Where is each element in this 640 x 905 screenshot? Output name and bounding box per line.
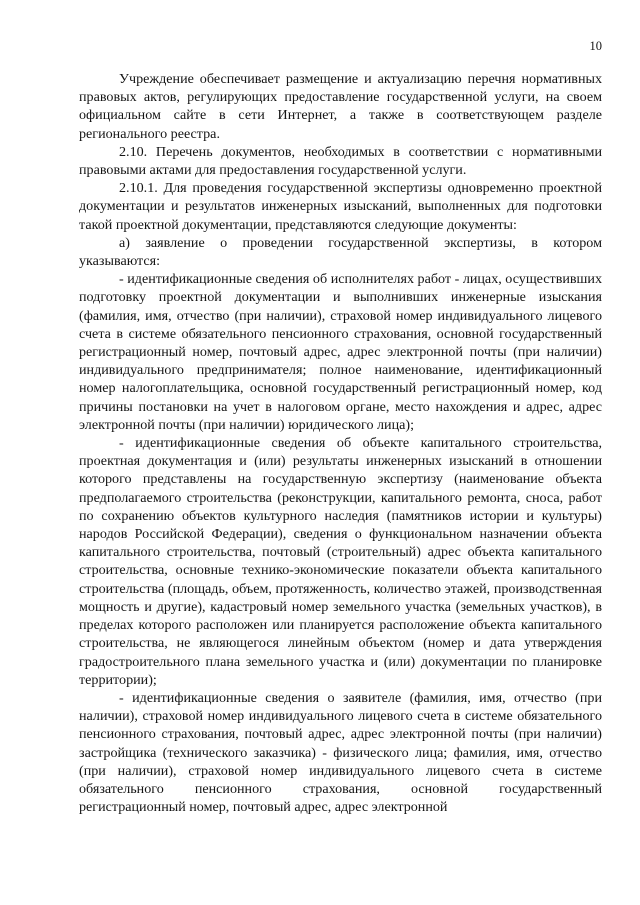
- paragraph-application: а) заявление о проведении государственной экспертизы, в котором указываются:: [79, 234, 602, 270]
- paragraph-applicant-info: - идентификационные сведения о заявителе (фамилия, имя, отчество (при наличии), страховой номер индивидуального лицевого счета в системе обязательного пенсионного страхования, почтовый адрес, адрес электронной почты (при наличии) застройщика (технического заказчика) - физического лица; фамилия, имя, отчество (при наличии), страховой номер индивидуального лицевого счета в системе обязательного пенсионного страхования, основной государственный регистрационный номер, почтовый адрес, адрес электронной: [79, 689, 602, 816]
- page-number: 10: [589, 39, 602, 53]
- paragraph-object-info: - идентификационные сведения об объекте капитального строительства, проектная документация и (или) результаты инженерных изысканий в отношении которого представлены на государственную экспертизу (наименование объекта предполагаемого строительства (реконструкции, капитального ремонта, сноса, работ по сохранению объектов культурного наследия (памятников истории и культуры) народов Российской Федерации), сведения о функциональном назначении объекта капитального строительства, почтовый (строительный) адрес объекта капитального строительства, основные технико-экономические показатели объекта капитального строительства (площадь, объем, протяженность, количество этажей, производственная мощность и другие), кадастровый номер земельного участка (земельных участков), в пределах которого расположен или планируется расположение объекта капитального строительства, не являющегося линейным объектом (номер и дата утверждения градостроительного плана земельного участка и (или) документации по планировке территории);: [79, 435, 602, 688]
- document-body: [79, 70, 602, 816]
- paragraph-publication: Учреждение обеспечивает размещение и актуализацию перечня нормативных правовых актов, регулирующих предоставление государственной услуги, на своем официальном сайте в сети Интернет, а также в соответствующем разделе регионального реестра.: [79, 71, 602, 142]
- paragraph-contractor-info: - идентификационные сведения об исполнителях работ - лицах, осуществивших подготовку проектной документации и выполнивших инженерные изыскания (фамилия, имя, отчество (при наличии), страховой номер индивидуального лицевого счета в системе обязательного пенсионного страхования, основной государственный регистрационный номер, почтовый адрес, адрес электронной почты (при наличии) индивидуального предпринимателя; полное наименование, идентификационный номер налогоплательщика, основной государственный регистрационный номер, код причины постановки на учет в налоговом органе, место нахождения и адрес, адрес электронной почты (при наличии) юридического лица);: [79, 271, 602, 433]
- paragraph-section-heading: 2.10. Перечень документов, необходимых в соответствии с нормативными правовыми актами для предоставления государственной услуги.: [79, 143, 602, 179]
- paragraph-documents-intro: 2.10.1. Для проведения государственной экспертизы одновременно проектной документации и результатов инженерных изысканий, выполненных для подготовки такой проектной документации, представляются следующие документы:: [79, 180, 602, 233]
